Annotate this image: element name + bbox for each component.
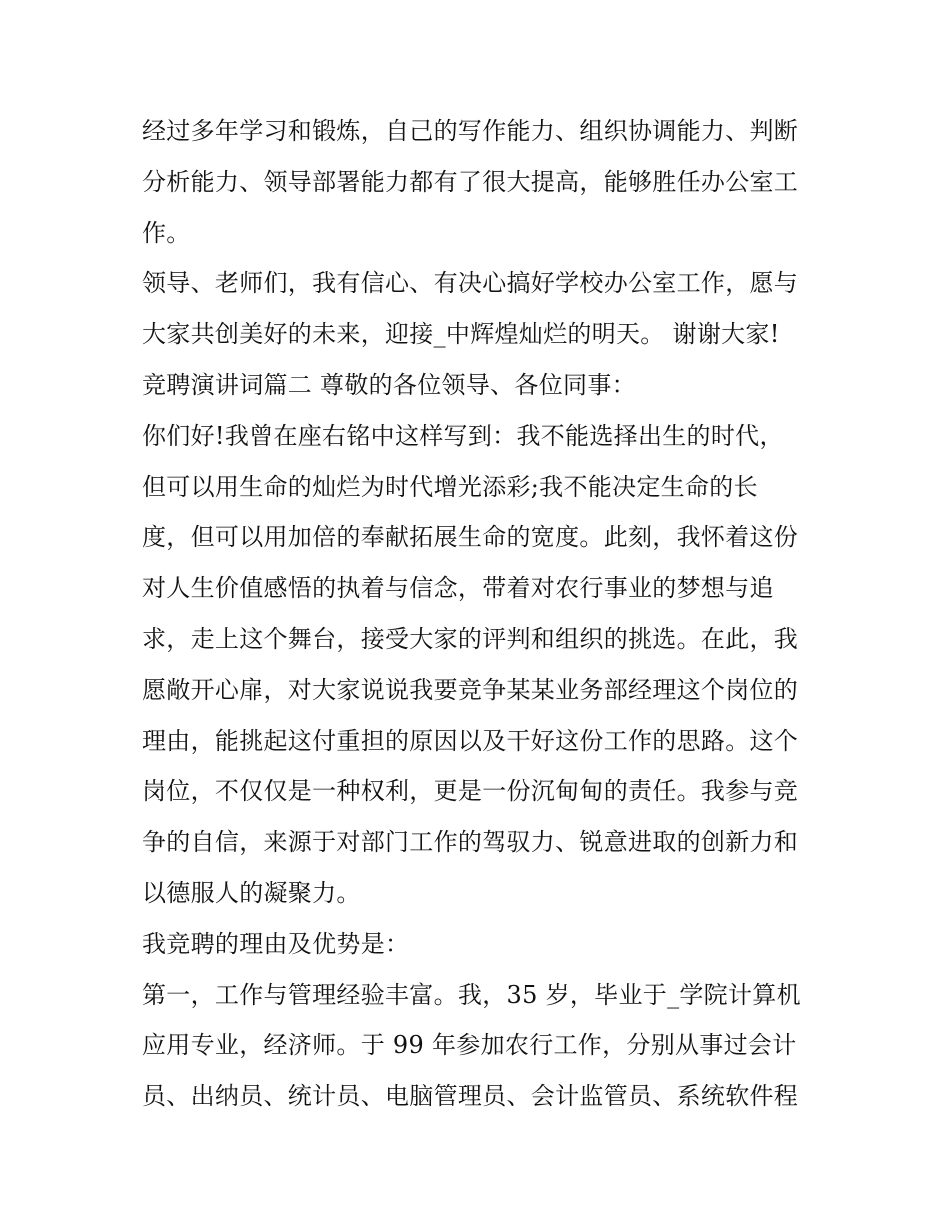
text-line: 度，但可以用加倍的奉献拓展生命的宽度。此刻，我怀着这份 xyxy=(142,523,799,552)
text-line: 岗位，不仅仅是一种权利，更是一份沉甸甸的责任。我参与竞 xyxy=(142,777,799,806)
text-line: 我竞聘的理由及优势是： xyxy=(142,929,410,958)
text-line: 争的自信，来源于对部门工作的驾驭力、锐意进取的创新力和 xyxy=(142,828,799,857)
text-line: 理由，能挑起这付重担的原因以及干好这份工作的思路。这个 xyxy=(142,726,799,755)
text-line: 求，走上这个舞台，接受大家的评判和组织的挑选。在此，我 xyxy=(142,624,799,653)
text-line: 大家共创美好的未来，迎接_中辉煌灿烂的明天。 谢谢大家! xyxy=(142,320,780,349)
text-line: 作。 xyxy=(142,218,191,247)
section-heading: 竞聘演讲词篇二 尊敬的各位领导、各位同事： xyxy=(142,370,636,399)
text-line: 第一，工作与管理经验丰富。我，35 岁，毕业于_学院计算机 xyxy=(142,980,801,1009)
text-line: 分析能力、领导部署能力都有了很大提高，能够胜任办公室工 xyxy=(142,167,799,196)
text-line: 以德服人的凝聚力。 xyxy=(142,878,361,907)
text-line: 应用专业，经济师。于 99 年参加农行工作，分别从事过会计 xyxy=(142,1031,797,1060)
text-line: 你们好!我曾在座右铭中这样写到：我不能选择出生的时代， xyxy=(142,421,784,450)
text-line: 愿敞开心扉，对大家说说我要竞争某某业务部经理这个岗位的 xyxy=(142,675,799,704)
document-body xyxy=(142,106,822,1122)
text-line: 经过多年学习和锻炼，自己的写作能力、组织协调能力、判断 xyxy=(142,117,799,145)
text-line: 员、出纳员、统计员、电脑管理员、会计监管员、系统软件程 xyxy=(142,1082,799,1111)
text-line: 对人生价值感悟的执着与信念，带着对农行事业的梦想与追 xyxy=(142,574,774,603)
text-line: 领导、老师们，我有信心、有决心搞好学校办公室工作，愿与 xyxy=(142,269,799,298)
text-line: 但可以用生命的灿烂为时代增光添彩;我不能决定生命的长 xyxy=(142,472,758,501)
